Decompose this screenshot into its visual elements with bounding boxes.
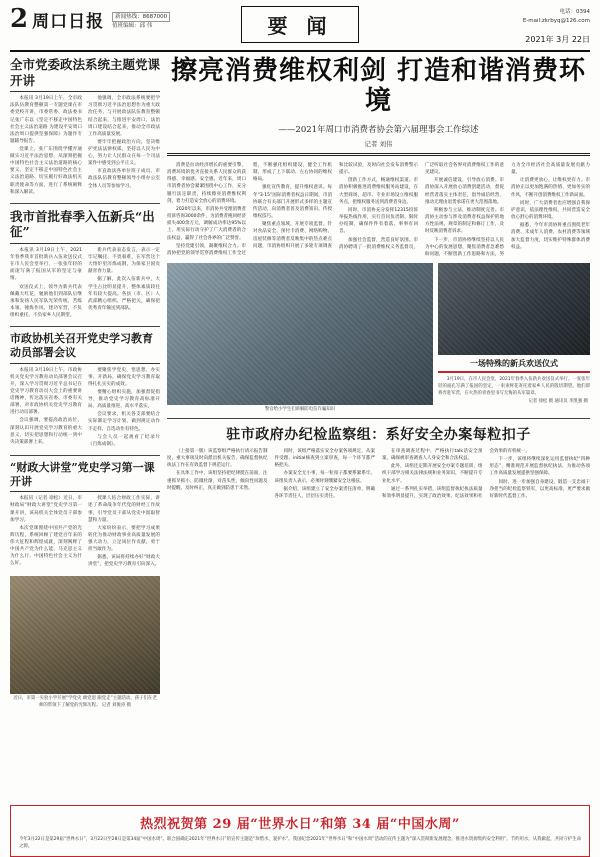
photo-texture (10, 576, 160, 694)
paragraph: 创新工作方式，畅通维权渠道。市消协积极推进消费维权服务站建设，在大型商场、超市、专业市场设立维权服务点，把维权服务送到消费者身边。 (339, 178, 418, 205)
paragraph: （上接第一版）该监察组严格执行请示报告制度，重大事项及时向派出机关报告，确保监督执纪执法工作在有效监督下规范运行。 (167, 448, 268, 469)
main-subheadline: ——2021年周口市消费者协会第六届理事会工作综述 (278, 124, 479, 135)
paragraph: 他强调，全市政法系统要把学习贯彻习近平法治思想作为重大政治任务，与开展政法队伍教育整顿结合起来，与推进平安周口、法治周口建设结合起来，推动全市政法工作高质量发展。 (88, 96, 160, 137)
paper-name: 周口日报 (32, 11, 105, 32)
publish-date: 2021年 3月 22日 (525, 34, 590, 44)
photo-feature-text: 3月19日，在市人民会堂，2021年春季入伍新兵欢送仪式举行。一张张年轻的面孔写满了报国的坚定，一束束鲜花寄托着家乡人民的殷切期望。他们即将奔赴军营，在火热的青春里书写无悔的从军篇章。 (438, 377, 590, 397)
paragraph: 要精心组织实施，加强督促指导，推动党史学习教育高标准开局、高质量推进、高水平落实。 (88, 389, 160, 410)
article-headline: “财政大讲堂”党史学习第一课开讲 (10, 461, 160, 493)
divider (10, 203, 160, 204)
editor-text: 值班编辑：邱 伟 (112, 23, 153, 29)
photo-caption: 近日，市第一实验小学开展“学党史 颂党恩 跟党走”主题活动，孩子们在老师的带领下了解党的光辉历程。 记者 刘俊涛 摄 (13, 695, 157, 708)
paragraph: 坚持党建引领，凝聚维权合力。市消协把党的领导贯穿消费维权工作全过程，不断强化组织建设，健全工作机制，形成了上下联动、左右协同的维权格局。 (167, 162, 332, 257)
article-block (10, 209, 160, 319)
paragraph: 本报讯 3月19日上午，市政协机关党史学习教育动员部署会议召开，深入学习贯彻习近平总书记在党史学习教育动员大会上的重要讲话精神，传达落实省委、市委有关部署，对市政协机关党史学习教育进行动员部署。 (10, 367, 82, 416)
paragraph: 授课人结合财政工作实际，讲述了革命战争年代党的财经工作故事，引导党员干部从党史中汲取智慧和力量。 (88, 496, 160, 523)
page-number: 2 (10, 4, 29, 34)
hotline-text: 新闻热线：8687000 (112, 12, 170, 22)
paragraph: 要牢牢把握政治方向，坚决维护宪法法律权威，坚持以人民为中心，努力让人民群众在每一个司法案件中感受到公平正义。 (88, 139, 160, 167)
main-headline: 擦亮消费维权利剑 打造和谐消费环境 (170, 56, 587, 116)
article-body (10, 247, 160, 319)
paragraph: 党课上，张广东围绕学懂弄通做实习近平法治思想，从深刻把握中国特色社会主义法治道路的核心要义、坚定不移走中国特色社会主义法治道路、切实履行好政法机关职责使命等方面，进行了系统阐释和深入解读。 (10, 147, 82, 195)
paragraph: 与会人员一起观看了纪录片《百炼成钢》。 (88, 434, 160, 447)
article-block (10, 461, 160, 569)
paragraph: 强化宣传教育，提升维权意识。每年“3·15”国际消费者权益日期间，市消协联合有关部门开展形式多样的主题宣传活动，向消费者普及消费知识、传授维权技巧。 (253, 185, 332, 220)
divider (10, 455, 160, 456)
secondary-headline: 驻市政府办纪检监察组：系好安全办案每粒扣子 (226, 426, 531, 443)
paragraph: 同时，该组严格落实安全办案各项规定，从案件受理、initial核查到立案审查，每一个环节都严格把关。 (274, 448, 375, 469)
paragraph: 下一步，该组将继续深化运用监督执纪“四种形态”，精准规范开展监督执纪执法，为推动各项工作高质量发展提供坚强保障。 (489, 457, 590, 477)
email-text: E-mail:zkrbyq@126.com (522, 18, 590, 25)
paragraph: 市直政法各单位班子成员、市政法队伍教育整顿领导小组办公室全体人员等参加学习。 (88, 169, 160, 189)
paragraph: 2020年以来，市消协共受理消费者投诉咨询3000余件，为消费者挽回经济损失400余万元，调解成功率达95%以上，用实际行动守护了广大消费者的合法权益，赢得了社会各界的广泛赞誉。 (167, 206, 246, 241)
paragraph: 据介绍，该组建立了安全办案责任清单，明确各环节责任人，层层压实责任。 (274, 486, 375, 499)
paragraph: 本报讯（记者 徐松）近日，市财政局“财政大讲堂”党史学习第一课开讲，该局机关全体党员干部参加学习。 (10, 496, 82, 523)
main-byline: 记者 刘伟 (364, 139, 393, 148)
divider (167, 418, 590, 419)
photo-caption: 警官给小学生们讲解防电信诈骗知识 (264, 407, 336, 413)
banner-title: 热烈祝贺第 29 届“世界水日”和第 34 届“中国水周” (140, 817, 460, 832)
paragraph: 欢送仪式上，领导为新兵代表佩戴大红花，勉励他们到部队后继承和发扬人民军队光荣传统，苦练本领、锤炼作风、建功军营，不负组织重托、不负家乡人民期望。 (10, 284, 82, 319)
paragraph: 新兵代表表态发言，表示一定牢记嘱托、不畏艰难，在军营这个大熔炉里淬炼成钢，为保家卫国贡献青春力量。 (88, 248, 160, 275)
paragraph: 此外，该组还定期开展安全办案专题培训，组织干部学习相关法律法规和业务知识，不断提升专业化水平。 (382, 464, 483, 484)
paragraph: 同时，广大消费者也应增强自我保护意识，依法理性维权，共同营造安全放心舒心的消费环境。 (511, 200, 590, 221)
photo-classroom (10, 576, 160, 694)
masthead-right (420, 6, 590, 46)
section-title-box (241, 6, 360, 43)
paragraph: 在具体工作中，该组坚持把纪律挺在前面，注重抓早抓小、防微杜渐，对苗头性、倾向性问题及时提醒、及时纠正，真正做到防患于未然。 (167, 471, 268, 491)
paragraph: 同时，市消协充分发挥12315投诉举报热线作用，实行首问负责制、限时办结制，确保件件有着落、事事有回音。 (339, 207, 418, 235)
divider (10, 326, 160, 327)
paragraph: 据悉，该局将持续办好“财政大讲堂”，把党史学习教育引向深入。 (88, 555, 160, 568)
paragraph: 消费是拉动经济增长的重要引擎，消费环境的优劣直接关系人民群众的获得感、幸福感、安全感。近年来，周口市消费者协会紧紧围绕中心工作，充分履行法定职责，持续擦亮消费维权利剑，着力打造安全放心的消费环境。 (167, 162, 246, 204)
main-body (167, 162, 590, 258)
article-body (10, 95, 160, 196)
paragraph: 据悉，今年市消协将重点围绕老年消费、未成年人消费、农村消费等领域加大监督力度，切实维护特殊群体消费权益。 (511, 223, 590, 250)
paragraph: 开展诚信建设，引导放心消费。市消协深入开展放心消费创建活动，督促经营者落实主体责任，倡导诚信经营，推动无理由退货承诺在更大范围落地。 (425, 178, 504, 205)
photo-feature-title: 一场特殊的新兵欢送仪式 (470, 358, 558, 369)
paragraph: 下一步，市消协将继续坚持以人民为中心的发展思想，聚焦消费者急难愁盼问题，不断创新工作思路和方法，努力为全市经济社会高质量发展贡献力量。 (425, 162, 590, 258)
paragraph: 加强社会监督，营造良好氛围。市消协聘请了一批消费维权义务监督员，广泛听取社会各界对消费维权工作的意见建议。 (339, 162, 504, 250)
paragraph: 本报讯 3月19日上午，全市政法队伍教育整顿第一专题党课在市委党校开讲，市委常委、政法委书记张广东以《坚定不移走中国特色社会主义法治道路 为建设平安周口法治周口提供坚强保障》为题作专题辅导报告。 (10, 96, 82, 144)
photo-texture (438, 263, 590, 355)
paragraph: 让消费更放心，让维权更有力。市消协正以更加饱满的热情、更加务实的作风，不断开创消费维权工作新局面。 (511, 178, 590, 198)
photo-right-wrap (438, 263, 590, 414)
paragraph: 同时，进一步加强自身建设，锻造一支忠诚干净担当的纪检监察铁军，以更高标准、更严要求做好新时代监督工作。 (489, 479, 590, 499)
article-headline: 市政协机关召开党史学习教育动员部署会议 (10, 332, 160, 364)
masthead-meta-left (112, 8, 170, 31)
phone-text: 电话：0394 (559, 9, 590, 15)
main-column (167, 57, 590, 799)
paragraph: 通过一系列扎实举措，该组监督执纪执法质量和效率明显提升，实现了政治效果、纪法效果和社会效果的有机统一。 (382, 448, 530, 499)
article-headline: 我市首批春季入伍新兵“出征” (10, 209, 160, 244)
article-body (10, 367, 160, 448)
left-column (10, 57, 160, 799)
photo-texture (167, 263, 433, 405)
article-body (10, 495, 160, 569)
divider (167, 153, 590, 156)
article-block (10, 332, 160, 448)
page-body (10, 57, 590, 799)
paragraph: 要聚焦学党史、悟思想、办实事、开新局，确保党史学习教育取得扎扎实实的成效。 (88, 367, 160, 387)
paragraph: 会议要求，机关各支部要结合实际制定学习计划，做到规定动作不走样、自选动作有特色。 (88, 412, 160, 432)
masthead (10, 6, 590, 52)
paragraph: 在审查调查过程中，严格执行talk话安全预案，确保被审查调查人人身安全和合法权益。 (382, 448, 483, 462)
masthead-center (180, 6, 420, 43)
paragraph: 据了解，此次入伍新兵中，大学生占比明显提升，整体素质较往年有较大提高。各县（市、区）人武部精心组织、严格把关，确保把优秀青年输送到部队。 (88, 277, 160, 311)
photo-credit: 记者 徐松 摄 通讯员 李凯强 摄 (528, 399, 588, 405)
article-block (10, 57, 160, 196)
paragraph: 本报讯 3月19日上午，2021年春季我市首批新兵入伍欢送仪式在市人民会堂举行，一张张年轻的面庞写满了报国从军的坚定与豪情。 (10, 248, 82, 282)
paragraph: 本次党课围绕中国共产党的光辉历程，系统回顾了建党百年来的伟大征程和辉煌成就，深刻阐释了中国共产党为什么能、马克思主义为什么行、中国特色社会主义为什么好。 (10, 525, 82, 567)
article-headline: 全市党委政法系统主题党课开讲 (10, 57, 160, 92)
section-title: 要 闻 (267, 14, 333, 38)
paragraph: 积极参与立法，推动制度完善。市消协主动参与涉及消费者权益保护的地方性法规、规章的制定和修订工作，及时反映消费者诉求。 (425, 207, 504, 235)
photo-row (167, 263, 590, 414)
photo-left-wrap (167, 263, 433, 414)
secondary-body (167, 448, 590, 500)
photo-send-off (438, 263, 590, 355)
masthead-left (10, 6, 180, 32)
photo-police-lecture (167, 263, 433, 405)
bottom-banner (10, 805, 590, 857)
paragraph: 大家纷纷表示，要把学习成果转化为推动财政事业高质量发展的强大动力，立足岗位作贡献、勇于担当敢作为。 (88, 525, 160, 553)
divider (438, 371, 590, 373)
paragraph: 办案安全无小事，每一粒扣子都要系紧系牢。该组负责人表示，必须时刻绷紧安全这根弦。 (274, 471, 375, 484)
banner-text: 今年3月22日是第29届“世界水日”，3月22日至28日是第34届“中国水周”。联合国确定2021年“世界水日”的宣传主题是“珍惜水，爱护水”。我国纪念2021年“世界水日”和“中国水周”活动的宣传主题为“深入贯彻新发展理念，推进水资源集约安全利用”。节约用水，从我做起，共同守护生命之源。 (19, 837, 581, 850)
paragraph: 会议强调，要提高政治站位，深刻认识开展党史学习教育的重大意义，切实把思想和行动统一到中央决策部署上来。 (10, 418, 82, 445)
paragraph: 聚焦重点领域，开展专项监督。针对食品安全、预付卡消费、网络购物、房屋装修等消费者反映集中的热点难点问题，市消协组织开展了多轮专项调查和比较试验，及时向社会发布消费警示提示。 (253, 162, 418, 249)
